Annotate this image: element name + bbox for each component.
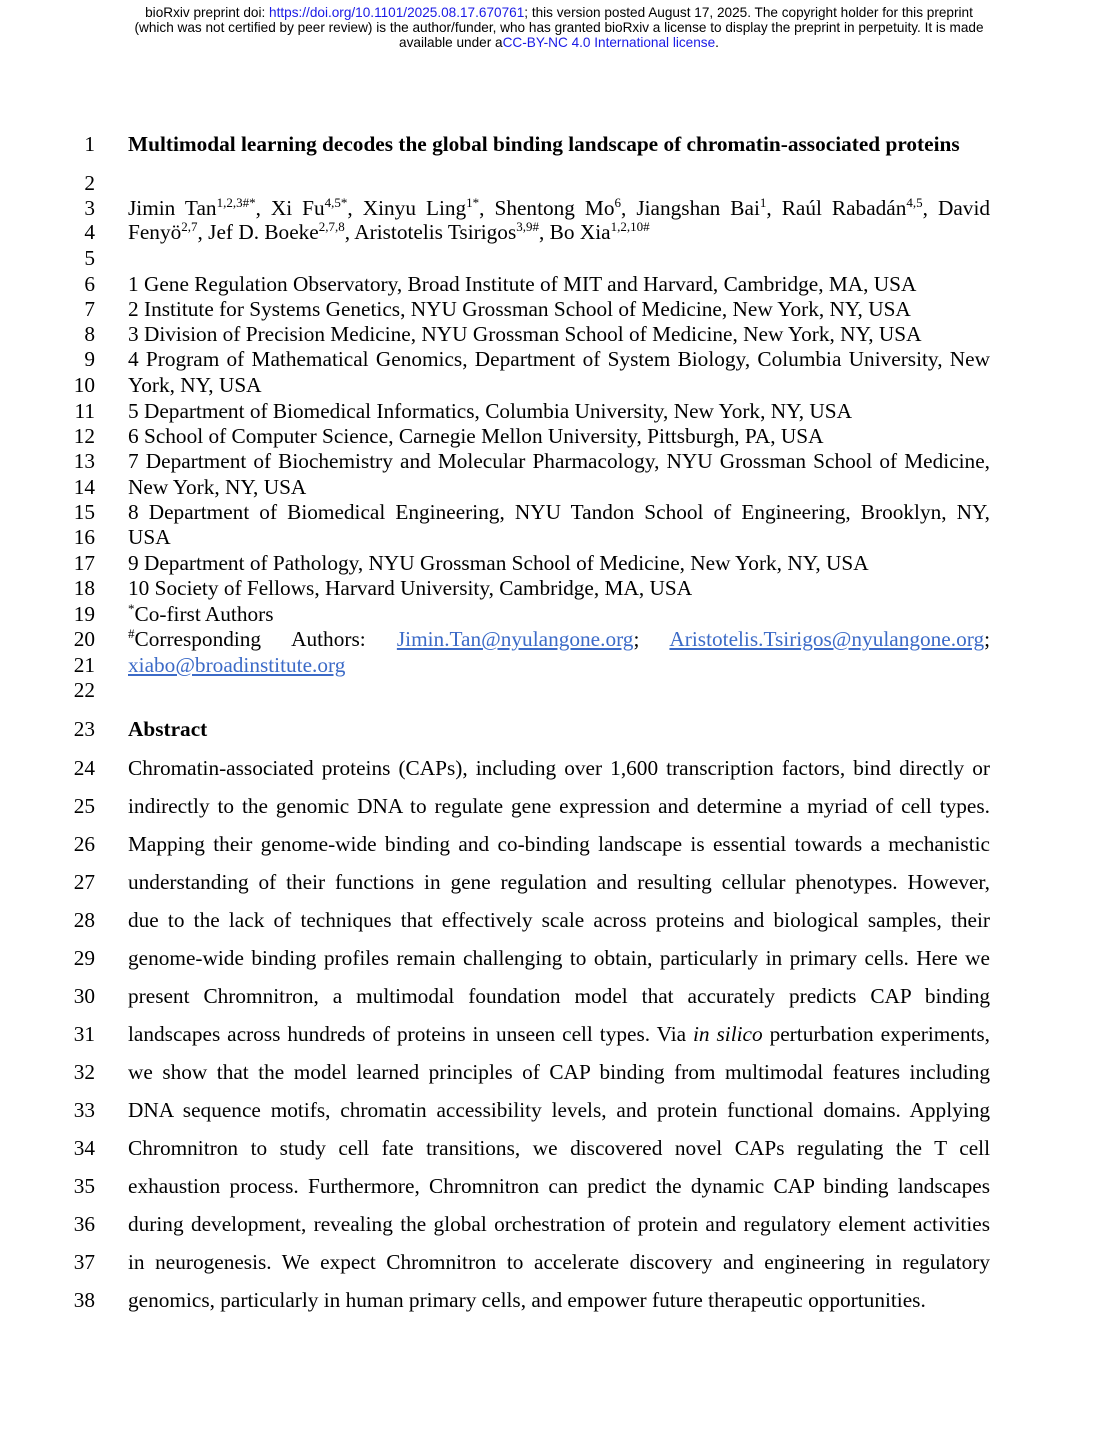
line-number: 33 <box>73 1098 95 1122</box>
line-number: 26 <box>73 832 95 856</box>
abstract-text: genome-wide binding profiles remain challenging to obtain, particularly in primary cells. Here we <box>128 946 990 970</box>
affiliation: 2 Institute for Systems Genetics, NYU Grossman School of Medicine, New York, NY, USA <box>128 297 911 321</box>
abstract-text: present Chromnitron, a multimodal foundation model that accurately predicts CAP binding <box>128 984 990 1008</box>
author: Bo Xia <box>549 220 611 244</box>
manuscript-line <box>0 626 1118 652</box>
affiliation: 4 Program of Mathematical Genomics, Department of System Biology, Columbia University, New <box>128 347 990 371</box>
line-number: 17 <box>73 551 95 575</box>
manuscript-line <box>0 448 1118 474</box>
abstract-heading: Abstract <box>128 717 208 741</box>
line-number: 36 <box>73 1212 95 1236</box>
manuscript-line <box>0 1059 1118 1085</box>
author: Xinyu Ling <box>362 196 467 220</box>
author: Shentong Mo <box>494 196 615 220</box>
manuscript-line <box>0 1021 1118 1047</box>
manuscript-line <box>0 831 1118 857</box>
email-link[interactable]: Aristotelis.Tsirigos@nyulangone.org <box>669 627 985 651</box>
author: David <box>937 196 991 220</box>
manuscript-line <box>0 398 1118 424</box>
manuscript-line <box>0 869 1118 895</box>
manuscript-line <box>0 499 1118 525</box>
abstract-text: understanding of their functions in gene regulation and resulting cellular phenotypes. However, <box>128 870 990 894</box>
line-number: 3 <box>84 196 95 220</box>
affiliation: 10 Society of Fellows, Harvard University, Cambridge, MA, USA <box>128 576 693 600</box>
author: Jef D. Boeke <box>208 220 319 244</box>
manuscript-line <box>0 131 1118 157</box>
line-number: 38 <box>73 1288 95 1312</box>
line-number: 27 <box>73 870 95 894</box>
author: Fenyö <box>128 220 182 244</box>
license-link[interactable]: CC-BY-NC 4.0 International license <box>502 35 716 50</box>
manuscript-line <box>0 245 1118 271</box>
author: Jimin Tan <box>128 196 217 220</box>
line-number: 30 <box>73 984 95 1008</box>
manuscript-line <box>0 575 1118 601</box>
line-number: 5 <box>84 246 95 270</box>
abstract-text: Chromnitron to study cell fate transitions, we discovered novel CAPs regulating the T cell <box>128 1136 990 1160</box>
affiliation-continued: USA <box>128 525 171 549</box>
affiliation: 6 School of Computer Science, Carnegie Mellon University, Pittsburgh, PA, USA <box>128 424 824 448</box>
email-link[interactable]: Jimin.Tan@nyulangone.org <box>396 627 634 651</box>
line-number: 24 <box>73 756 95 780</box>
line-number: 22 <box>73 678 95 702</box>
banner-line-1: bioRxiv preprint doi: https://doi.org/10.1101/2025.08.17.670761; this version posted August 17, 2025. The copyright holder for this preprint <box>145 5 973 20</box>
line-number: 20 <box>73 627 95 651</box>
line-number: 35 <box>73 1174 95 1198</box>
line-number: 8 <box>84 322 95 346</box>
affiliation: 7 Department of Biochemistry and Molecular Pharmacology, NYU Grossman School of Medicine, <box>128 449 990 473</box>
manuscript-line <box>0 601 1118 627</box>
abstract-text: Chromatin-associated proteins (CAPs), including over 1,600 transcription factors, bind directly or <box>128 756 990 780</box>
abstract-text: during development, revealing the global orchestration of protein and regulatory element activities <box>128 1212 990 1236</box>
line-number: 7 <box>84 297 95 321</box>
manuscript-line <box>0 195 1118 221</box>
manuscript-line <box>0 716 1118 742</box>
manuscript-line <box>0 271 1118 297</box>
manuscript-line <box>0 219 1118 245</box>
line-number: 34 <box>73 1136 95 1160</box>
manuscript-line <box>0 1135 1118 1161</box>
corresponding-note: #Corresponding Authors: Jimin.Tan@nyulangone.org; Aristotelis.Tsirigos@nyulangone.org; <box>128 626 991 651</box>
manuscript-line <box>0 945 1118 971</box>
line-number: 18 <box>73 576 95 600</box>
manuscript-line <box>0 652 1118 678</box>
abstract-text: we show that the model learned principles of CAP binding from multimodal features including <box>128 1060 990 1084</box>
affiliation-continued: York, NY, USA <box>128 373 262 397</box>
line-number: 12 <box>73 424 95 448</box>
manuscript-line <box>0 170 1118 196</box>
doi-link[interactable]: https://doi.org/10.1101/2025.08.17.670761 <box>269 5 525 20</box>
manuscript-line <box>0 423 1118 449</box>
affiliation: 3 Division of Precision Medicine, NYU Grossman School of Medicine, New York, NY, USA <box>128 322 922 346</box>
line-number: 23 <box>73 717 95 741</box>
email-link[interactable]: xiabo@broadinstitute.org <box>128 653 346 677</box>
line-number: 32 <box>73 1060 95 1084</box>
manuscript-line <box>0 1287 1118 1313</box>
line-number: 21 <box>73 653 95 677</box>
line-number: 15 <box>73 500 95 524</box>
line-number: 11 <box>74 399 95 423</box>
line-number: 25 <box>73 794 95 818</box>
author: Xi Fu <box>270 196 325 220</box>
affiliation: 1 Gene Regulation Observatory, Broad Institute of MIT and Harvard, Cambridge, MA, USA <box>128 272 917 296</box>
manuscript-line <box>0 983 1118 1009</box>
line-number: 9 <box>84 347 95 371</box>
author-list-line-2: Fenyö$^{2,7}$, Jef D. Boeke$^{2,7,8}$, Aristotelis Tsirigos$^{3,9\#}$, Bo Xia$^{1,2,10\#}$ <box>128 219 650 244</box>
line-number: 19 <box>73 602 95 626</box>
manuscript-line <box>0 907 1118 933</box>
abstract-text: due to the lack of techniques that effectively scale across proteins and biological samples, their <box>128 908 990 932</box>
line-number: 2 <box>84 171 95 195</box>
abstract-text: in neurogenesis. We expect Chromnitron to accelerate discovery and engineering in regulatory <box>128 1250 990 1274</box>
affiliation-continued: New York, NY, USA <box>128 475 307 499</box>
manuscript-line <box>0 346 1118 372</box>
affiliation: 5 Department of Biomedical Informatics, Columbia University, New York, NY, USA <box>128 399 852 423</box>
line-number: 4 <box>84 220 95 244</box>
line-number: 14 <box>73 475 95 499</box>
manuscript-line <box>0 524 1118 550</box>
paper-title: Multimodal learning decodes the global binding landscape of chromatin-associated proteins <box>128 132 960 156</box>
author: Aristotelis Tsirigos <box>354 220 517 244</box>
line-number: 6 <box>84 272 95 296</box>
affiliation: 8 Department of Biomedical Engineering, NYU Tandon School of Engineering, Brooklyn, NY, <box>128 500 990 524</box>
banner-line-2: (which was not certified by peer review) is the author/funder, who has granted bioRxiv a license to display the preprint in perpetuity. It is made <box>134 20 984 35</box>
manuscript-line <box>0 677 1118 703</box>
author: Jiangshan Bai <box>636 196 760 220</box>
line-number: 37 <box>73 1250 95 1274</box>
abstract-text: landscapes across hundreds of proteins in unseen cell types. Via in silico perturbation experiments, <box>128 1022 991 1046</box>
manuscript-line <box>0 1249 1118 1275</box>
author: Raúl Rabadán <box>781 196 907 220</box>
manuscript-line <box>0 1211 1118 1237</box>
manuscript-line <box>0 1173 1118 1199</box>
manuscript-line <box>0 372 1118 398</box>
abstract-text: DNA sequence motifs, chromatin accessibility levels, and protein functional domains. Applying <box>128 1098 990 1122</box>
preprint-banner <box>0 5 1118 50</box>
author-list-line-1: Jimin Tan$^{1,2,3\#*}$, Xi $Fu^{4,5*}$, Xinyu Ling$^{1*}$, Shentong Mo$^6$, Jiangshan Bai$^1$, Raúl Rabadán$^{4,5}$, David <box>128 195 991 220</box>
affiliation: 9 Department of Pathology, NYU Grossman School of Medicine, New York, NY, USA <box>128 551 869 575</box>
manuscript-line <box>0 474 1118 500</box>
manuscript-line <box>0 321 1118 347</box>
line-number: 1 <box>84 132 95 156</box>
line-number: 29 <box>73 946 95 970</box>
manuscript-line <box>0 296 1118 322</box>
manuscript-line <box>0 793 1118 819</box>
abstract-text: indirectly to the genomic DNA to regulate gene expression and determine a myriad of cell types. <box>128 794 990 818</box>
banner-line-3: available under aCC-BY-NC 4.0 International license. <box>399 35 719 50</box>
line-number: 13 <box>73 449 95 473</box>
line-number: 31 <box>73 1022 95 1046</box>
manuscript-line <box>0 1097 1118 1123</box>
abstract-text: Mapping their genome-wide binding and co-binding landscape is essential towards a mechanistic <box>128 832 990 856</box>
line-number: 16 <box>73 525 95 549</box>
abstract-text: exhaustion process. Furthermore, Chromnitron can predict the dynamic CAP binding landscapes <box>128 1174 990 1198</box>
line-number: 28 <box>73 908 95 932</box>
line-number: 10 <box>73 373 95 397</box>
manuscript-line <box>0 755 1118 781</box>
abstract-text: genomics, particularly in human primary cells, and empower future therapeutic opportunities. <box>128 1288 926 1312</box>
manuscript-line <box>0 550 1118 576</box>
cofirst-note: *Co-first Authors <box>128 601 274 626</box>
